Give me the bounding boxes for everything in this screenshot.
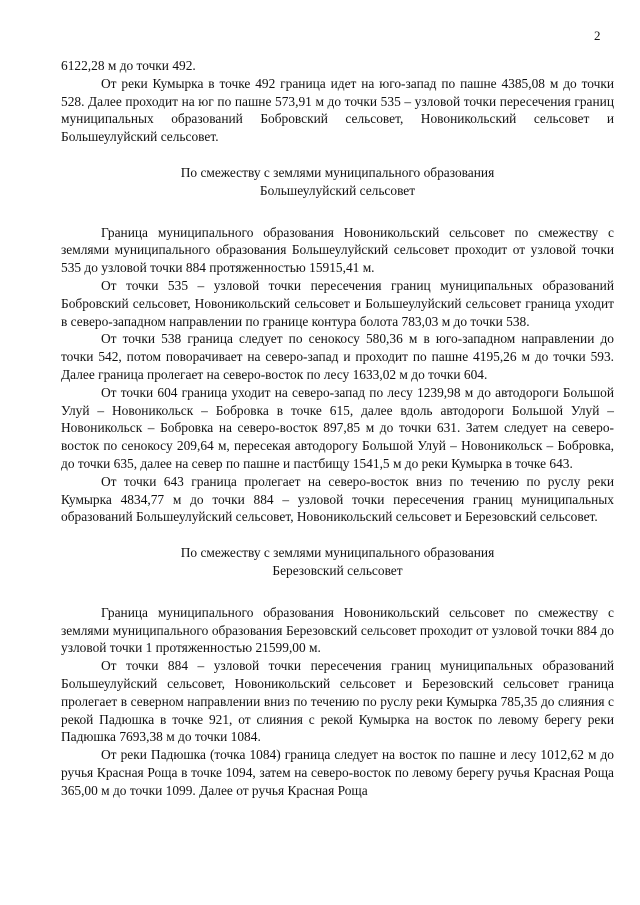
paragraph: От точки 538 граница следует по сенокосу 580,36 м в юго-западном направлении до точки 542, потом поворачивает на северо-запад и проходит по пашне 4195,26 м до точки 593. Далее граница пролегает на северо-восток по лесу 1633,02 м до точки 604. — [61, 331, 614, 382]
paragraph: От реки Кумырка в точке 492 граница идет на юго-запад по пашне 4385,08 м до точки 528. Далее проходит на юг по пашне 573,91 м до точки 535 – узловой точки пересечения границ муниципальных образований Бобровский сельсовет, Новоникольский сельсовет и Большеулуйский сельсовет. — [61, 75, 614, 145]
section-heading-line: По смежеству с землями муниципального образования — [180, 545, 495, 561]
paragraph: От точки 884 – узловой точки пересечения границ муниципальных образований Большеулуйский сельсовет, Новоникольский сельсовет и Березовский сельсовет граница пролегает в северном направлении вниз по течению по руслу реки Кумырка 785,35 до слияния с рекой Падюшка в точке 921, от слияния с рекой Кумырка на восток по левому берегу реки Падюшка 7693,38 м до точки 1084. — [61, 658, 614, 745]
section-heading-line: По смежеству с землями муниципального образования — [180, 164, 495, 180]
section-heading-line: Большеулуйский сельсовет — [259, 182, 416, 198]
document-body — [61, 57, 614, 799]
section-heading-line: Березовский сельсовет — [272, 562, 403, 578]
paragraph: От реки Падюшка (точка 1084) граница следует на восток по пашне и лесу 1012,62 м до ручья Красная Роща в точке 1094, затем на северо-восток по левому берегу ручья Красная Роща 365,00 м до точки 1099. Далее от ручья Красная Роща — [61, 747, 614, 798]
paragraph: От точки 604 граница уходит на северо-запад по лесу 1239,98 м до автодороги Большой Улуй – Новоникольск – Бобровка в точке 615, далее вдоль автодороги Большой Улуй – Новоникольск – Бобровка на северо-восток 897,85 м до точки 631. Затем следует на северо-восток по сенокосу 209,64 м, пересекая автодорогу Большой Улуй – Новоникольск – Бобровка, до точки 635, далее на север по пашне и пастбищу 1541,5 м до реки Кумырка в точке 643. — [61, 384, 614, 471]
paragraph: Граница муниципального образования Новоникольский сельсовет по смежеству с землями муниципального образования Березовский сельсовет проходит от узловой точки 884 до узловой точки 1 протяженностью 21599,00 м. — [61, 604, 614, 656]
paragraph: От точки 643 граница пролегает на северо-восток вниз по течению по руслу реки Кумырка 4834,77 м до точки 884 – узловой точки пересечения границ муниципальных образований Большеулуйский сельсовет, Новоникольский сельсовет и Березовский сельсовет. — [61, 473, 614, 525]
paragraph: От точки 535 – узловой точки пересечения границ муниципальных образований Бобровский сельсовет, Новоникольский сельсовет и Большеулуйский сельсовет граница уходит в северо-западном направлении по границе контура болота 783,03 м до точки 538. — [61, 277, 614, 329]
section-heading-berezovsky — [61, 544, 614, 580]
paragraph-continuation: 6122,28 м до точки 492. — [61, 58, 196, 73]
paragraph: Граница муниципального образования Новоникольский сельсовет по смежеству с землями муниципального образования Большеулуйский сельсовет проходит от узловой точки 535 до узловой точки 884 протяженностью 15915,41 м. — [61, 224, 614, 276]
page-number: 2 — [594, 28, 601, 43]
section-heading-bolsheuluysky — [61, 164, 614, 200]
